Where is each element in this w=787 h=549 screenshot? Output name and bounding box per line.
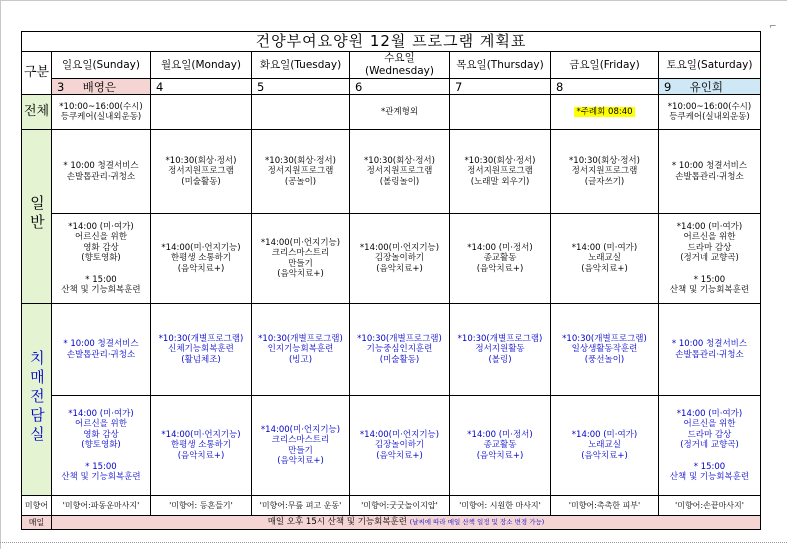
schedule-line: 크리스마스트리 [271,248,330,259]
schedule-line: (미술활동) [181,177,221,188]
schedule-line: 산책 및 기능회복훈련 [669,472,750,483]
daily-main-text: 매일 오후 15시 산책 및 기능회복훈련 [267,517,407,528]
schedule-line: 등쿠케어(실내외운동) [669,112,750,123]
schedule-line: (음악치료+) [376,264,423,275]
schedule-line: (향토영화) [81,253,121,264]
dementia-am-cell-sunday [52,304,151,396]
schedule-line: *10:00~16:00(수시) [667,101,752,112]
schedule-line: 산책 및 기능회복훈련 [61,472,141,483]
aroma-cell-wednesday: '미향어:굿굿놀이지압' [350,496,450,516]
schedule-line: (음악치료+) [277,456,324,467]
schedule-line: 드라마 감상 [687,429,732,440]
schedule-line: * 10:00 청결서비스 [671,339,748,350]
schedule-line: (음악치료+) [177,264,225,275]
aroma-cell-friday: '미향어:촉촉한 피부' [551,496,659,516]
schedule-line: *14:00 (미·여가) [676,408,743,419]
general-pm-cell-wednesday [350,214,450,304]
schedule-line: (미술활동) [379,355,420,366]
schedule-line: *14:00 (미·정서) [467,429,533,440]
schedule-line: 일상생활동작훈련 [571,344,638,355]
row-label-general [22,130,52,304]
schedule-line: 정서지원프로그램 [267,166,334,177]
dementia-pm-cell-monday [151,396,252,496]
schedule-line: (글자쓰기) [584,177,625,188]
general-pm-cell-thursday [450,214,551,304]
schedule-line: 산책 및 기능회복훈련 [61,285,141,296]
schedule-line: 정서지원프로그램 [168,166,234,177]
page-corner-mark: ⌐ [769,22,777,32]
general-am-cell-wednesday [350,130,450,214]
date-cell-tuesday [252,79,350,95]
row-label-dementia [22,304,52,496]
dementia-pm-cell-wednesday [350,396,450,496]
schedule-line: *10:30(회상·정서) [165,155,237,166]
schedule-line: 어르신을 위한 [683,419,736,430]
schedule-line: 노래교실 [588,440,621,451]
schedule-line [52,451,150,462]
date-number: 6 [355,79,363,94]
schedule-line: *14:00(미·언지기능) [161,429,241,440]
general-am-cell-monday [151,130,252,214]
schedule-line: *10:00~16:00(수시) [59,101,143,112]
day-header-sunday: 일요일(Sunday) [52,52,151,79]
general-pm-cell-saturday [659,214,761,304]
schedule-line [52,264,150,275]
duty-name: 유인희 [689,79,723,94]
all-cell-saturday [659,95,761,130]
row-label-daily: 매일 [22,516,52,530]
schedule-line: *14:00(미·언지기능) [161,242,241,253]
corner-label: 구분 [22,52,52,95]
schedule-line: (음악치료+) [476,264,524,275]
schedule-line: *10:30(개별프로그램) [357,333,442,344]
all-cell-monday [151,95,252,130]
schedule-line: *10:30(개별프로그램) [258,333,343,344]
general-pm-cell-monday [151,214,252,304]
schedule-line: (볼링놀이) [379,177,420,188]
all-cell-thursday [450,95,551,130]
date-cell-wednesday [350,79,450,95]
day-header-thursday: 목요일(Thursday) [450,52,551,79]
dementia-am-cell-monday [151,304,252,396]
schedule-line: *14:00 (미·여가) [571,242,638,253]
schedule-line [659,264,760,275]
date-cell-saturday [659,79,761,95]
schedule-line: (활넘체조) [181,355,221,366]
schedule-line: 손발톱관리·귀청소 [675,171,744,182]
day-header-saturday: 토요일(Saturday) [659,52,761,79]
schedule-line: 김장놀이하기 [374,253,425,264]
schedule-line: *14:00 (미·여가) [571,429,638,440]
schedule-line: *14:00 (미·여가) [676,221,743,232]
schedule-line: (음악치료+) [376,451,423,462]
row-label-aroma: 미향어 [22,496,52,516]
aroma-cell-sunday: '미향어:파동운마사지' [52,496,151,516]
schedule-line: 만들기 [288,445,313,456]
schedule-line: (볼링) [488,355,512,366]
day-header-tuesday: 화요일(Tuesday) [252,52,350,79]
schedule-line: *14:00 (미·여가) [68,221,134,232]
schedule-line: 기능중심인지훈련 [366,344,433,355]
schedule-line: 신체기능회복훈련 [168,344,234,355]
schedule-line: 종교활동 [483,440,517,451]
date-cell-sunday [52,79,151,95]
schedule-line: 정서지원프로그램 [571,166,638,177]
dementia-pm-cell-thursday [450,396,551,496]
schedule-line: 정서지원프로그램 [366,166,433,177]
schedule-line: 한평생 소통하기 [170,440,232,451]
schedule-line: *10:30(회상·정서) [265,155,336,166]
dementia-am-cell-tuesday [252,304,350,396]
schedule-line: 어르신을 위한 [75,419,127,430]
schedule-line: 종교활동 [483,253,517,264]
general-pm-cell-tuesday [252,214,350,304]
daily-sub-note: (날씨에 따라 매일 산책 일정 및 장소 변경 가능) [409,518,545,527]
schedule-line: (정거네 교향곡) [680,440,739,451]
dementia-pm-cell-friday [551,396,659,496]
page-break-line [0,542,787,543]
schedule-line: (풍선놀이) [584,355,625,366]
schedule-line: (빙고) [288,355,313,366]
schedule-line: (음악치료+) [476,451,524,462]
general-am-cell-friday [551,130,659,214]
schedule-line: * 10:00 청결서비스 [63,339,139,350]
dementia-am-cell-saturday [659,304,761,396]
all-cell-sunday [52,95,151,130]
row-label-dementia-text: 치매전담실 [27,349,46,445]
schedule-line: * 15:00 [693,461,726,472]
schedule-line: (음악치료+) [277,269,324,280]
schedule-line: 크리스마스트리 [271,435,330,446]
dementia-am-cell-friday [551,304,659,396]
schedule-line: *14:00 (미·여가) [68,408,134,419]
general-pm-cell-friday [551,214,659,304]
date-cell-monday [151,79,252,95]
date-number: 5 [257,79,265,94]
schedule-line: (노래말 외우기) [470,177,530,188]
highlighted-event: *주례회 08:40 [576,106,633,117]
schedule-line: 어르신을 위한 [75,232,127,243]
all-cell-wednesday [350,95,450,130]
aroma-cell-tuesday: '미향어:무릎 펴고 운동' [252,496,350,516]
date-number: 4 [156,79,164,94]
schedule-line: 정서지원활동 [475,344,525,355]
schedule-line: 정서지원프로그램 [467,166,533,177]
schedule-line: 드라마 감상 [687,242,732,253]
schedule-line: (음악치료+) [581,264,628,275]
date-cell-friday [551,79,659,95]
schedule-line: * 15:00 [85,461,117,472]
schedule-line: 만들기 [288,258,313,269]
date-cell-thursday [450,79,551,95]
dementia-pm-cell-saturday [659,396,761,496]
schedule-line: *10:30(회상·정서) [464,155,536,166]
day-header-monday: 월요일(Monday) [151,52,252,79]
schedule-line: * 15:00 [693,274,726,285]
general-pm-cell-sunday [52,214,151,304]
schedule-line: 인지기능회복훈련 [267,344,334,355]
date-number: 7 [455,79,463,94]
schedule-line: 영화 감상 [83,429,119,440]
schedule-line: *10:30(개별프로그램) [457,333,543,344]
schedule-line: 김장놀이하기 [374,440,425,451]
schedule-line: 어르신을 위한 [683,232,736,243]
duty-name: 배영은 [82,79,116,94]
schedule-line: (공놀이) [284,177,317,188]
schedule-line: *10:30(개별프로그램) [158,333,244,344]
day-header-wednesday: 수요일(Wednesday) [350,52,450,79]
schedule-line: *10:30(회상·정서) [364,155,435,166]
schedule-line: *14:00(미·언지기능) [359,242,440,253]
schedule-line: * 15:00 [85,274,117,285]
aroma-cell-saturday: '미향어:손끝마사지' [659,496,761,516]
dementia-pm-cell-tuesday [252,396,350,496]
schedule-line: *14:00 (미·정서) [467,242,533,253]
schedule-line: (향토영화) [81,440,121,451]
schedule-line: 노래교실 [588,253,621,264]
schedule-line: *10:30(회상·정서) [569,155,640,166]
dementia-pm-cell-sunday [52,396,151,496]
schedule-line: 산책 및 기능회복훈련 [669,285,750,296]
date-number: 9 [664,79,672,94]
schedule-line: *14:00(미·언지기능) [260,424,341,435]
general-am-cell-thursday [450,130,551,214]
all-cell-friday [551,95,659,130]
schedule-line: 손발톱관리·귀청소 [675,349,744,360]
schedule-line: (음악치료+) [177,451,225,462]
schedule-line [350,107,449,118]
schedule-line: 손발톱관리·귀청소 [66,171,136,182]
date-number: 8 [556,79,564,94]
date-number: 3 [57,79,65,94]
dementia-am-cell-thursday [450,304,551,396]
general-am-cell-sunday [52,130,151,214]
schedule-line: *14:00(미·언지기능) [359,429,440,440]
schedule-line: 한평생 소통하기 [170,253,232,264]
general-am-cell-tuesday [252,130,350,214]
schedule-line: (정거네 교향곡) [680,253,739,264]
general-am-cell-saturday [659,130,761,214]
schedule-line [551,107,658,118]
schedule-line [659,451,760,462]
schedule-line: *10:30(개별프로그램) [562,333,647,344]
event-note: *관계형외 [380,106,419,117]
daily-note [52,516,761,530]
program-schedule-table [21,31,761,530]
row-label-all: 전체 [22,95,52,130]
schedule-line: (음악치료+) [581,451,628,462]
dementia-am-cell-wednesday [350,304,450,396]
schedule-line: 영화 감상 [83,242,119,253]
schedule-line: * 10:00 청결서비스 [671,161,748,172]
schedule-line: 등쿠케어(실내외운동) [60,112,142,123]
schedule-line: *14:00(미·언지기능) [260,237,341,248]
aroma-cell-thursday: '미향어: 시원한 마사지' [450,496,551,516]
all-cell-tuesday [252,95,350,130]
schedule-line: * 10:00 청결서비스 [63,161,139,172]
day-header-friday: 금요일(Friday) [551,52,659,79]
aroma-cell-monday: '미향어: 등흔들기' [151,496,252,516]
page-title: 건양부여요양원 12월 프로그램 계획표 [22,32,761,52]
schedule-line: 손발톱관리·귀청소 [66,349,136,360]
row-label-general-text: 일반 [27,195,46,234]
